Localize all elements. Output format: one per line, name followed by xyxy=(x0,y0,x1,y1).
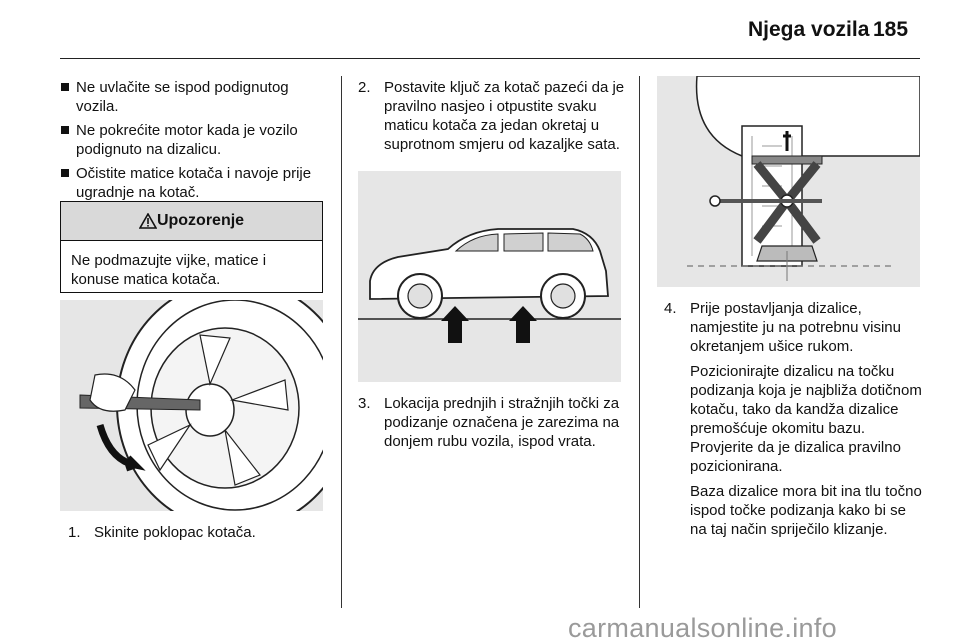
bullet-item: Očistite matice kotača i navoje prije ugradnje na kotač. xyxy=(60,164,330,202)
step-number: 3. xyxy=(358,395,371,412)
step-3 xyxy=(358,394,628,451)
warning-text: Ne podmazujte vijke, matice i konuse matica kotača. xyxy=(71,252,267,288)
page-number: 185 xyxy=(873,18,909,41)
column-divider-left xyxy=(341,76,342,608)
bullet-item: Ne pokrećite motor kada je vozilo podignuto na dizalicu. xyxy=(60,121,330,159)
column-divider-right xyxy=(639,76,640,608)
bullet-square-icon xyxy=(61,126,69,134)
step-text: Postavite ključ za kotač pazeći da je pravilno nasjeo i otpustite svaku maticu kotača za jedan okretaj u suprotnom smjeru od kazaljke sata. xyxy=(384,79,625,153)
wheel-cover-illustration xyxy=(60,300,323,511)
warning-box xyxy=(60,201,323,293)
step-4 xyxy=(664,299,924,539)
site-watermark: carmanualsonline.info xyxy=(568,613,837,643)
header-rule xyxy=(60,58,920,59)
safety-bullets xyxy=(60,78,330,207)
warning-title: Upozorenje xyxy=(156,212,245,229)
step-1 xyxy=(68,523,328,542)
step-text: Lokacija prednjih i stražnjih točki za podizanje označena je zarezima na donjem rubu vozila, ispod vrata. xyxy=(384,395,620,450)
jack-position-illustration xyxy=(657,76,920,287)
bullet-square-icon xyxy=(61,83,69,91)
step-number: 1. xyxy=(68,524,81,541)
bullet-square-icon xyxy=(61,169,69,177)
warning-triangle-icon xyxy=(139,213,157,229)
page-header-title: Njega vozila xyxy=(748,18,870,41)
warning-header xyxy=(61,202,322,241)
step-text: Skinite poklopac kotača. xyxy=(94,524,256,541)
step-number: 4. xyxy=(664,300,677,317)
step-paragraph: Pozicionirajte dizalicu na točku podizanja koja je najbliža dotičnom kotaču, tako da kandža dizalice premošćuje okomitu bazu. Provjerite da je dizalica pravilno pozicionirana. xyxy=(690,363,922,475)
jacking-points-illustration xyxy=(358,171,621,382)
step-text: Prije postavljanja dizalice, namjestite ju na potrebnu visinu okretanjem ušice rukom. xyxy=(690,300,901,355)
scissor-jack-drawing xyxy=(657,76,920,287)
step-number: 2. xyxy=(358,79,371,96)
step-2 xyxy=(358,78,626,154)
step-paragraph: Baza dizalice mora bit ina tlu točno ispod točke podizanja kako bi se na taj način spriječilo klizanje. xyxy=(690,483,922,538)
car-side-drawing xyxy=(358,171,621,382)
rear-jack-arrow-icon xyxy=(509,306,537,343)
wheel-drawing xyxy=(60,300,323,511)
front-jack-arrow-icon xyxy=(441,306,469,343)
bullet-item: Ne uvlačite se ispod podignutog vozila. xyxy=(60,78,330,116)
